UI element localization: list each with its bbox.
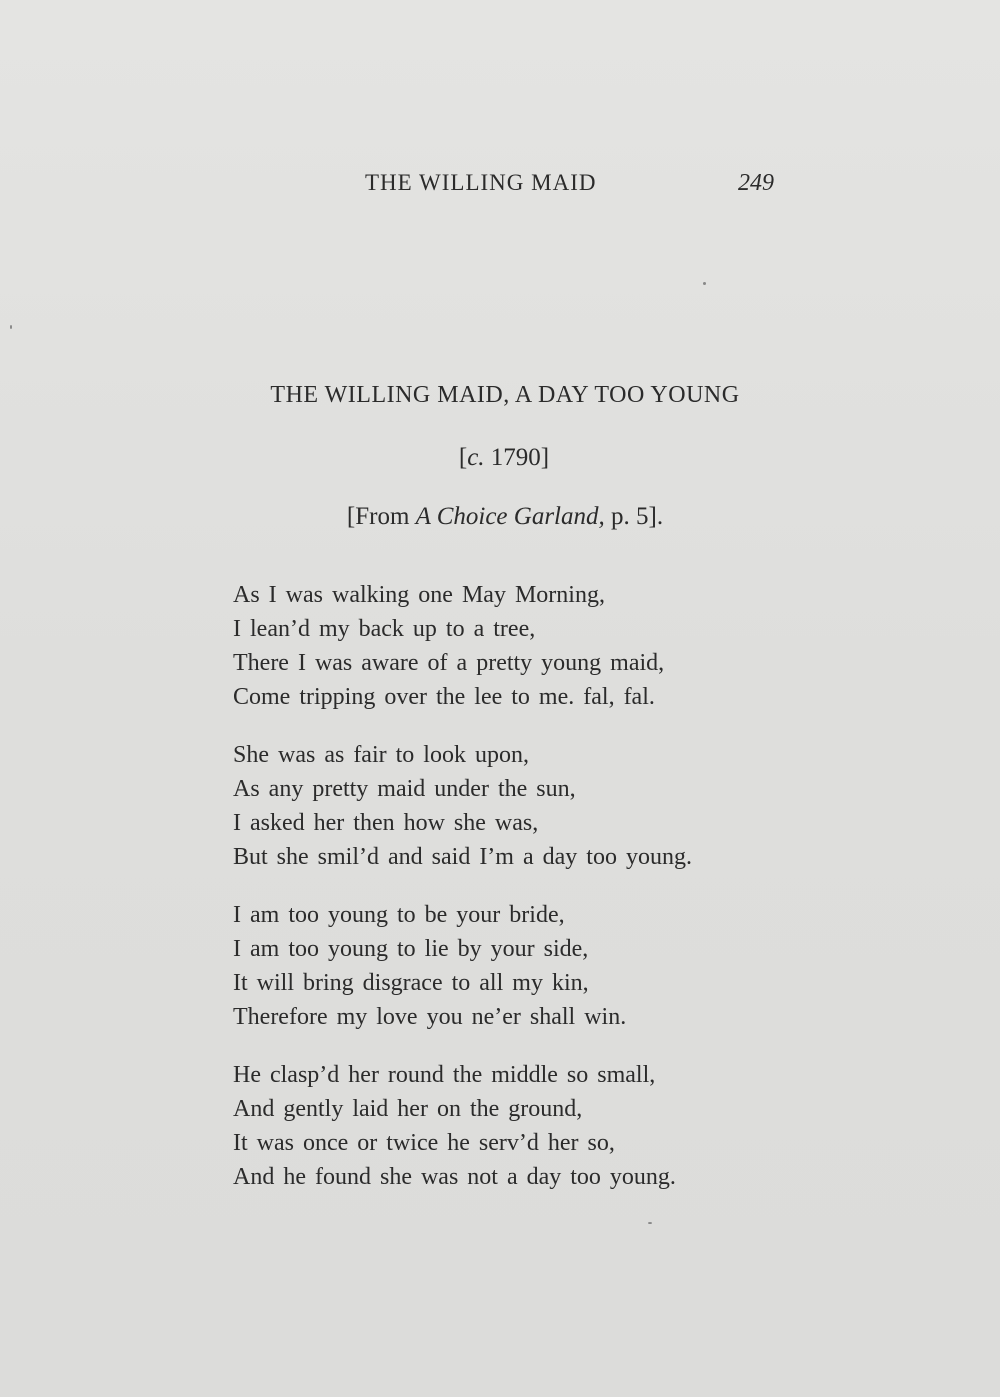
verse-line: As I was walking one May Morning, — [233, 582, 605, 608]
page-number: 249 — [738, 170, 774, 196]
poem-date — [0, 444, 1000, 472]
date-open-bracket: [ — [458, 444, 468, 471]
source-suffix: p. 5]. — [604, 503, 664, 530]
stanza — [233, 1058, 833, 1194]
poem-body — [233, 578, 833, 1218]
paper-speck — [703, 282, 706, 285]
poem-title: THE WILLING MAID, A DAY TOO YOUNG — [270, 382, 740, 408]
running-head: THE WILLING MAID — [365, 170, 597, 195]
verse-line: I lean’d my back up to a tree, — [233, 616, 536, 642]
date-year: 1790] — [484, 444, 550, 471]
source-prefix: [From — [346, 503, 416, 530]
stanza — [233, 898, 833, 1034]
verse-line: And he found she was not a day too young. — [233, 1164, 676, 1190]
verse-line: She was as fair to look upon, — [233, 742, 529, 768]
paper-speck — [10, 325, 12, 329]
source-work-title: A Choice Garland, — [415, 503, 605, 530]
verse-line: There I was aware of a pretty young maid, — [233, 650, 665, 676]
paper-speck — [648, 1222, 652, 1224]
verse-line: Therefore my love you ne’er shall win. — [233, 1004, 627, 1030]
verse-line: I asked her then how she was, — [233, 810, 539, 836]
stanza — [233, 738, 833, 874]
verse-line: Come tripping over the lee to me. fal, fal. — [233, 684, 655, 710]
verse-line: I am too young to be your bride, — [233, 902, 565, 928]
poem-source — [0, 503, 1000, 531]
verse-line: It was once or twice he serv’d her so, — [233, 1130, 615, 1156]
verse-line: As any pretty maid under the sun, — [233, 776, 576, 802]
verse-line: And gently laid her on the ground, — [233, 1096, 583, 1122]
verse-line: He clasp’d her round the middle so small, — [233, 1062, 656, 1088]
verse-line: But she smil’d and said I’m a day too young. — [233, 844, 692, 870]
stanza — [233, 578, 833, 714]
verse-line: It will bring disgrace to all my kin, — [233, 970, 589, 996]
date-circa: c. — [467, 444, 485, 471]
verse-line: I am too young to lie by your side, — [233, 936, 589, 962]
